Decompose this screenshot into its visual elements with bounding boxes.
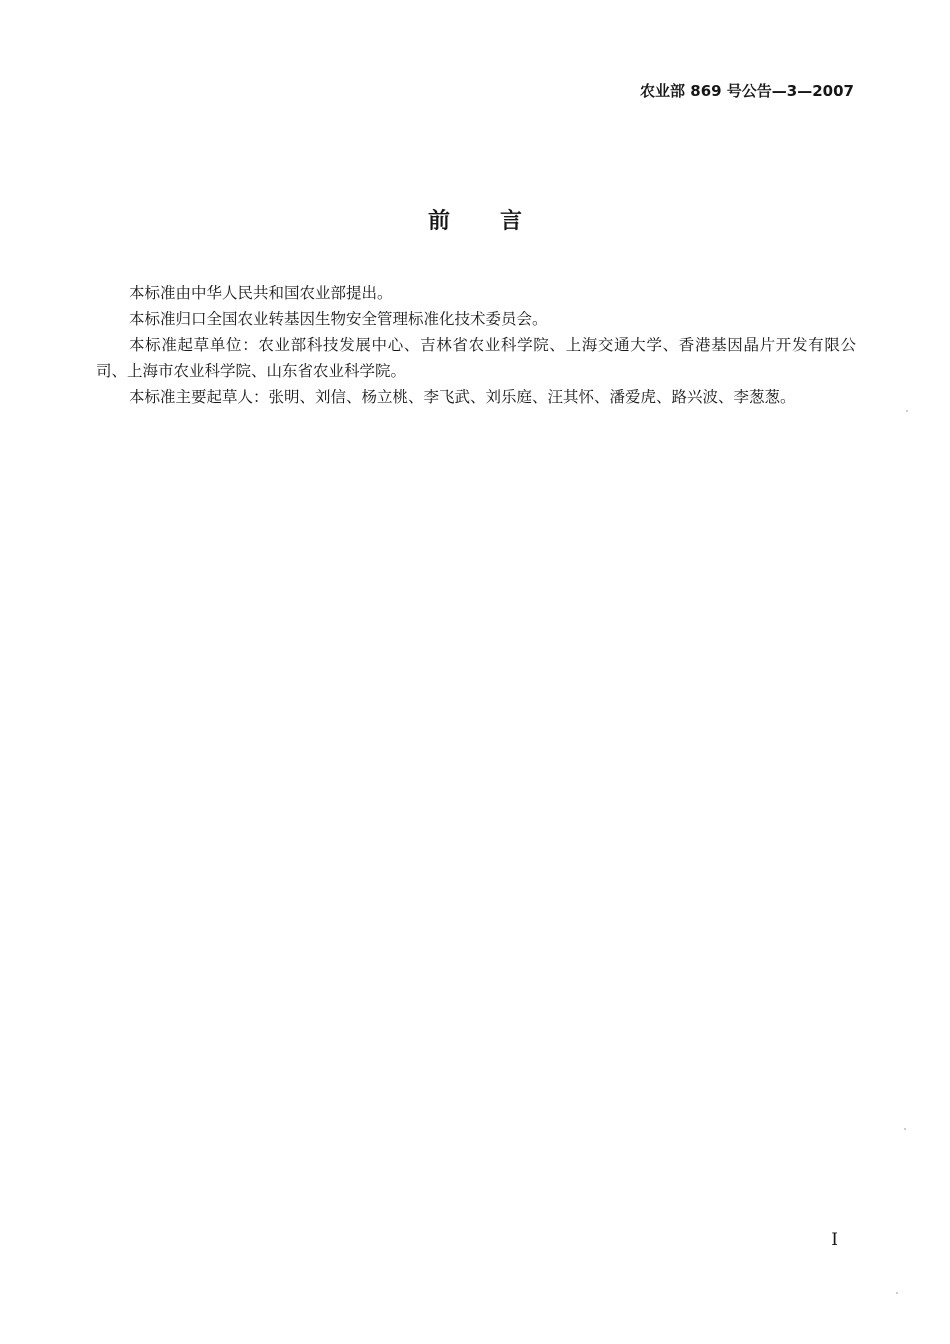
paragraph-committee: 本标准归口全国农业转基因生物安全管理标准化技术委员会。 (129, 310, 548, 328)
paragraph-drafters: 本标准主要起草人：张明、刘信、杨立桃、李飞武、刘乐庭、汪其怀、潘爱虎、路兴波、李葱葱。 (129, 388, 796, 406)
page-number: I (831, 1230, 838, 1250)
page-title: 前言 (427, 209, 572, 234)
scan-speck (906, 410, 908, 412)
paragraph-proposer: 本标准由中华人民共和国农业部提出。 (129, 284, 393, 302)
document-code-header: 农业部 869 号公告—3—2007 (640, 82, 854, 100)
scan-speck (896, 1292, 898, 1294)
scan-speck (904, 1128, 906, 1130)
preface-body (96, 280, 856, 410)
paragraph-drafting-units: 本标准起草单位：农业部科技发展中心、吉林省农业科学院、上海交通大学、香港基因晶片开发有限公司、上海市农业科学院、山东省农业科学院。 (96, 336, 856, 380)
